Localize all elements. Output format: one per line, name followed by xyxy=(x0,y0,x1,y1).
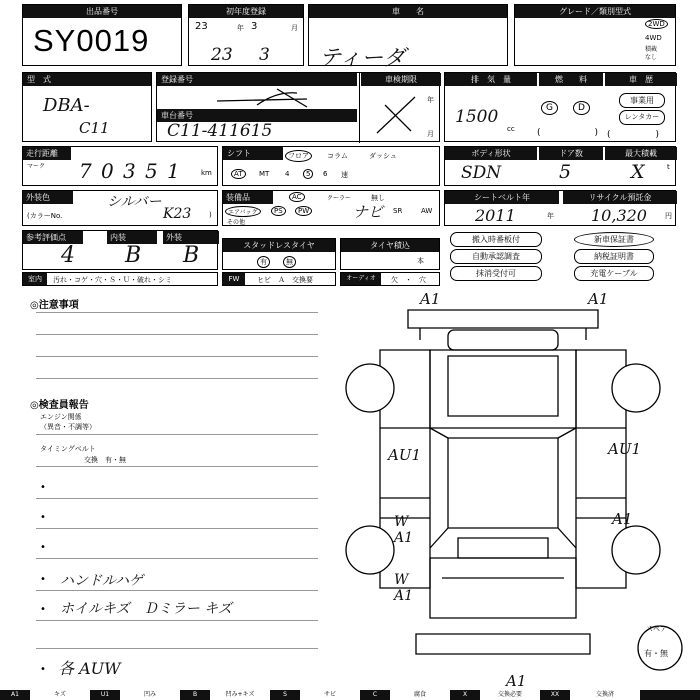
model-header: 型 式 xyxy=(23,73,151,86)
check-deregistration[interactable]: 抹消受付可 xyxy=(450,266,542,281)
trans-6[interactable]: 6 xyxy=(323,170,328,178)
inspector-line xyxy=(36,466,318,467)
color-header: 外装色 xyxy=(23,191,73,204)
inspector-line xyxy=(36,620,318,621)
legend-desc: 交換必要 xyxy=(480,690,540,700)
equip-ac[interactable]: AC xyxy=(289,192,305,202)
equip-pw[interactable]: PW xyxy=(295,206,312,216)
legend-code: C xyxy=(372,691,378,698)
studless-no[interactable]: 無 xyxy=(283,256,296,268)
note-handwritten-3: 各 AUW xyxy=(58,659,121,678)
legend-code: U1 xyxy=(100,691,110,698)
bullet: • xyxy=(40,482,46,493)
bullet: • xyxy=(40,512,46,523)
legend-desc: 腐食 xyxy=(390,690,450,700)
displacement-header: 排 気 量 xyxy=(445,73,537,86)
lot-number-box xyxy=(22,4,182,66)
first-reg-year-handwritten: 23 xyxy=(211,45,233,65)
model-code-handwritten: C11 xyxy=(79,119,110,137)
month-unit: 月 xyxy=(291,24,298,32)
first-registration-header: 初年度登録 xyxy=(189,5,303,18)
equip-airbag[interactable]: エアバッグ xyxy=(225,206,261,217)
legend-desc: 凹み+キズ xyxy=(210,690,270,700)
shift-column[interactable]: コラム xyxy=(327,152,348,160)
spare-choice: 有・無 xyxy=(644,649,668,658)
mark-left-rear-door: W A1 xyxy=(394,514,414,546)
body-handwritten: SDN xyxy=(461,163,502,183)
displacement-unit: cc xyxy=(507,125,515,133)
timing-choice: 交換 有・無 xyxy=(84,456,126,464)
color-box xyxy=(22,190,218,226)
legend-desc: キズ xyxy=(30,690,90,700)
chassis-header: 車台番号 xyxy=(157,109,357,122)
hood-top xyxy=(448,330,558,350)
equipment-header: 装備品 xyxy=(223,191,273,204)
fw-legend-items: ヒビ Ａ 交換要 xyxy=(257,276,313,284)
audio-legend xyxy=(340,272,440,286)
notes-line xyxy=(36,356,318,357)
mark-front-right: A1 xyxy=(588,290,609,308)
interior-legend-label: 室内 xyxy=(23,273,47,285)
registration-box xyxy=(156,72,440,142)
color-handwritten: シルバー xyxy=(107,194,162,210)
score-handwritten: 4 xyxy=(61,243,75,268)
inspector-line xyxy=(36,528,318,529)
inspector-line xyxy=(36,434,318,435)
mark-right-rear: A1 xyxy=(612,510,633,528)
check-plate[interactable]: 搬入時番板付 xyxy=(450,232,542,247)
mileage-box xyxy=(22,146,218,186)
recycle-header: リサイクル預託金 xyxy=(563,191,677,204)
legend-desc: 交換済 xyxy=(570,690,640,700)
audio-legend-items: 欠 ・ 穴 xyxy=(391,276,426,284)
mileage-digit: 0 xyxy=(101,159,114,183)
seatbelt-box xyxy=(444,190,676,226)
check-auto-approval[interactable]: 自動承認調査 xyxy=(450,249,542,264)
front-right-wheel xyxy=(612,364,660,412)
grade-box xyxy=(514,4,676,66)
category-rental[interactable]: レンタカー xyxy=(619,110,665,125)
mark-left-quarter: W A1 xyxy=(394,572,414,604)
exterior-header: 外装 xyxy=(163,231,219,244)
notes-heading: ◎注意事項 xyxy=(30,300,79,311)
score-box xyxy=(22,230,218,270)
first-registration-box xyxy=(188,4,304,66)
notes-line xyxy=(36,312,318,313)
category-header: 車 歴 xyxy=(605,73,677,86)
mileage-digit: 5 xyxy=(145,159,158,183)
inspection-cross-out xyxy=(371,93,427,139)
engine-label: エンジン関係 xyxy=(40,413,82,421)
roof xyxy=(448,438,558,528)
color-no-label: (カラーNo. xyxy=(27,212,63,220)
inspection-header: 車検期限 xyxy=(361,73,441,86)
divider xyxy=(359,73,360,143)
notes-line xyxy=(36,378,318,379)
shift-floor[interactable]: フロア xyxy=(285,150,312,162)
equip-cooler[interactable]: クーラー xyxy=(327,195,352,202)
front-left-wheel xyxy=(346,364,394,412)
equip-sr[interactable]: SR xyxy=(393,207,403,215)
trunk xyxy=(430,558,576,618)
legend-code: A1 xyxy=(11,691,19,698)
notes-line xyxy=(36,334,318,335)
windshield-frame xyxy=(448,356,558,416)
check-tax-cert[interactable]: 納税証明書 xyxy=(574,249,654,264)
equip-other: その他 xyxy=(227,219,246,226)
mark-left-door: AU1 xyxy=(388,446,422,464)
score-header: 参考評価点 xyxy=(23,231,83,244)
displacement-handwritten: 1500 xyxy=(455,107,499,127)
seatbelt-header: シートベルト年 xyxy=(445,191,559,204)
reg-no-header: 登録番号 xyxy=(157,73,357,86)
studless-box xyxy=(222,238,336,270)
exterior-handwritten: B xyxy=(183,243,200,268)
mileage-digit: 3 xyxy=(123,159,136,183)
equipment-box xyxy=(222,190,440,226)
mileage-digits xyxy=(79,159,189,183)
inspector-line xyxy=(36,498,318,499)
month-printed: 3 xyxy=(251,21,258,32)
car-name-handwritten: ティーダ xyxy=(319,46,406,71)
equip-none[interactable]: 無し xyxy=(371,194,385,202)
inspector-heading: ◎検査員報告 xyxy=(30,400,89,411)
displacement-box xyxy=(444,72,676,142)
interior-legend-items: 汚れ・コゲ・穴・Ｓ・Ｕ・破れ・シミ xyxy=(53,276,172,284)
recycle-unit: 円 xyxy=(665,212,672,220)
note-handwritten-2: ホイルキズ Ｄミラー キズ xyxy=(60,601,232,617)
drive-options xyxy=(645,19,675,62)
year-unit: 年 xyxy=(237,24,244,32)
inspector-line xyxy=(36,648,318,649)
check-charge-cable[interactable]: 充電ケーブル xyxy=(574,266,654,281)
bullet: • xyxy=(40,664,46,675)
engine-sub-label: （異音・不調等） xyxy=(40,423,96,431)
fuel-diesel-option[interactable]: D xyxy=(573,101,590,115)
legend-code: X xyxy=(462,691,468,698)
mileage-header: 走行距離 xyxy=(23,147,71,160)
equip-aw[interactable]: AW xyxy=(421,207,433,215)
option-no-load[interactable]: 積載なし xyxy=(645,46,658,61)
audio-legend-label: オーディオ xyxy=(341,273,381,285)
inspector-line xyxy=(36,558,318,559)
legend-desc: サビ xyxy=(300,690,360,700)
equip-ps[interactable]: PS xyxy=(271,206,286,216)
option-2wd[interactable]: 2WD xyxy=(645,19,668,29)
tire-load-header: タイヤ積込 xyxy=(341,239,439,252)
mileage-unit: km xyxy=(201,169,212,177)
fuel-paren: ( ) xyxy=(537,128,599,138)
mark-right-door: AU1 xyxy=(608,440,642,458)
trans-4[interactable]: 4 xyxy=(285,170,290,178)
first-reg-month-handwritten: 3 xyxy=(259,45,270,65)
interior-handwritten: B xyxy=(125,243,142,268)
inspection-year-unit: 年 xyxy=(427,96,434,104)
bullet: • xyxy=(40,542,46,553)
trans-mt[interactable]: MT xyxy=(259,170,270,178)
rear-right-wheel xyxy=(612,526,660,574)
shift-header: シフト xyxy=(223,147,283,160)
option-4wd[interactable]: 4WD xyxy=(645,34,662,42)
mark-front-left: A1 xyxy=(420,290,441,308)
damage-legend xyxy=(0,690,700,700)
capacity-handwritten: X xyxy=(631,161,645,183)
model-box xyxy=(22,72,152,142)
rear-window xyxy=(458,538,548,558)
mark-rear-bumper: A1 xyxy=(506,672,527,690)
car-diagram xyxy=(330,288,686,680)
mileage-digit: 7 xyxy=(79,159,92,183)
tire-unit: 本 xyxy=(417,257,424,265)
fw-legend-label: FW xyxy=(223,273,245,285)
body-header: ボディ形状 xyxy=(445,147,537,160)
inspector-line xyxy=(36,590,318,591)
seatbelt-unit: 年 xyxy=(547,212,554,220)
mileage-mark-label: マーク xyxy=(27,163,46,170)
doors-header: ドア数 xyxy=(539,147,603,160)
bullet: • xyxy=(40,604,46,615)
category-paren: ( ) xyxy=(607,130,660,140)
inspection-month-unit: 月 xyxy=(427,130,434,138)
legend-code: B xyxy=(192,691,198,698)
sheet-id: SY0019 xyxy=(33,23,150,58)
rear-left-wheel xyxy=(346,526,394,574)
bullet: • xyxy=(40,574,46,585)
interior-header: 内装 xyxy=(107,231,157,244)
era-printed: 23 xyxy=(195,21,208,32)
studless-yes[interactable]: 有 xyxy=(257,256,270,268)
lot-number-header: 出品番号 xyxy=(23,5,181,18)
checkbox-panel xyxy=(444,230,676,286)
spare-label: スペア xyxy=(646,625,667,633)
seatbelt-handwritten: 2011 xyxy=(475,206,516,225)
rear-bumper xyxy=(416,634,590,654)
color-paren: ) xyxy=(209,211,212,219)
trans-at[interactable]: AT xyxy=(231,169,246,179)
equip-other-handwritten: ナビ xyxy=(353,203,384,221)
color-code-handwritten: K23 xyxy=(163,206,192,222)
check-warranty[interactable]: 新車保証書 xyxy=(574,232,654,247)
front-bumper xyxy=(408,310,598,328)
shift-box xyxy=(222,146,440,186)
body-box xyxy=(444,146,676,186)
trans-5[interactable]: 5 xyxy=(303,169,313,179)
studless-header: スタッドレスタイヤ xyxy=(223,239,335,252)
fuel-gas-option[interactable]: G xyxy=(541,101,558,115)
grade-header: グレード／類別型式 xyxy=(515,5,675,18)
legend-desc: 凹み xyxy=(120,690,180,700)
capacity-header: 最大積載 xyxy=(605,147,677,160)
mileage-digit: 1 xyxy=(167,159,180,183)
car-name-header: 車 名 xyxy=(309,5,507,18)
tire-load-box xyxy=(340,238,440,270)
model-handwritten: DBA- xyxy=(43,95,90,116)
timing-label: タイミングベルト xyxy=(40,445,96,453)
note-handwritten-1: ハンドルハゲ xyxy=(60,573,144,589)
recycle-handwritten: 10,320 xyxy=(591,206,647,225)
chassis-number-handwritten: C11-411615 xyxy=(167,121,273,141)
legend-code: XX xyxy=(550,691,560,698)
legend-code: S xyxy=(283,691,287,698)
car-name-box xyxy=(308,4,508,71)
capacity-unit: t xyxy=(667,163,670,171)
shift-dash[interactable]: ダッシュ xyxy=(369,152,397,160)
interior-legend xyxy=(22,272,218,286)
fuel-header: 燃 料 xyxy=(539,73,603,86)
doors-handwritten: 5 xyxy=(559,161,572,183)
reg-cross-out xyxy=(197,87,337,109)
trans-speed: 速 xyxy=(341,171,348,179)
category-business[interactable]: 事業用 xyxy=(619,93,665,108)
fw-legend xyxy=(222,272,336,286)
